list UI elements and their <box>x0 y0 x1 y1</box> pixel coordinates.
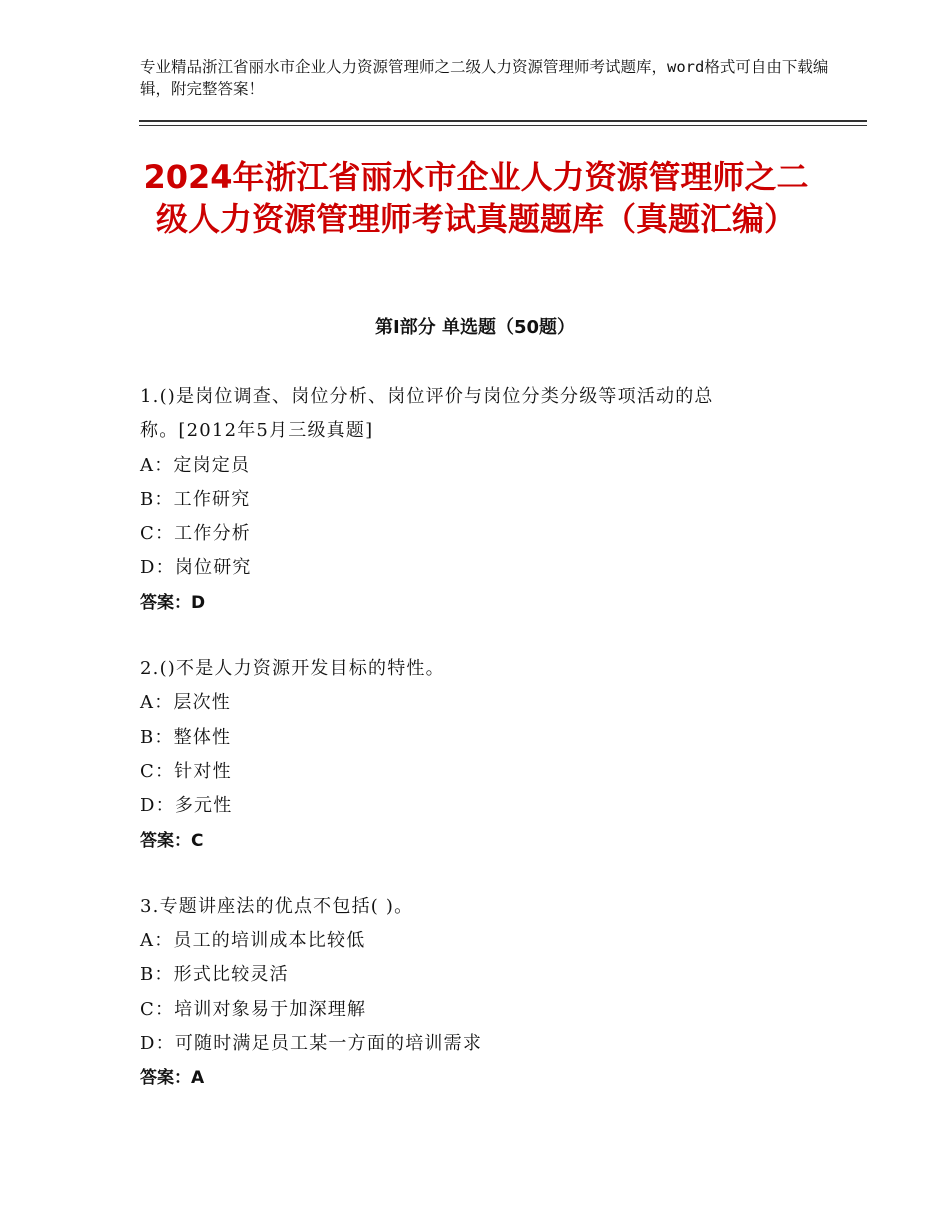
option-c: C：培训对象易于加深理解 <box>140 998 367 1020</box>
answer: 答案：D <box>140 592 206 613</box>
option-b: B：形式比较灵活 <box>140 964 289 986</box>
option-d: D：岗位研究 <box>140 557 252 579</box>
option-b: B：整体性 <box>140 726 232 748</box>
answer: 答案：C <box>140 830 204 851</box>
option-a: A：层次性 <box>140 692 231 714</box>
option-d: D：可随时满足员工某一方面的培训需求 <box>140 1033 483 1055</box>
document-title: 2024年浙江省丽水市企业人力资源管理师之二级人力资源管理师考试真题题库（真题汇编） <box>143 158 809 238</box>
option-a: A：定岗定员 <box>140 454 251 476</box>
question-stem-line: 2.()不是人力资源开发目标的特性。 <box>140 658 445 680</box>
answer: 答案：A <box>140 1068 205 1089</box>
option-b: B：工作研究 <box>140 488 251 510</box>
question-1 <box>140 380 820 620</box>
question-stem-line: 称。[2012年5月三级真题] <box>140 420 374 442</box>
question-list <box>140 380 820 1128</box>
header-note: 专业精品浙江省丽水市企业人力资源管理师之二级人力资源管理师考试题库，word格式可自由下载编辑，附完整答案！ <box>140 58 829 98</box>
header-rule-thick <box>139 120 867 122</box>
option-c: C：针对性 <box>140 760 232 782</box>
header-rule-thin <box>139 125 867 126</box>
question-stem-line: 1.()是岗位调查、岗位分析、岗位评价与岗位分类分级等项活动的总 <box>140 386 714 407</box>
section-heading: 第Ⅰ部分 单选题（50题） <box>374 317 575 338</box>
option-d: D：多元性 <box>140 795 233 817</box>
option-c: C：工作分析 <box>140 523 251 545</box>
question-3 <box>140 890 820 1096</box>
question-stem-line: 3.专题讲座法的优点不包括( )。 <box>140 895 414 917</box>
option-a: A：员工的培训成本比较低 <box>140 930 366 952</box>
question-2 <box>140 652 820 858</box>
